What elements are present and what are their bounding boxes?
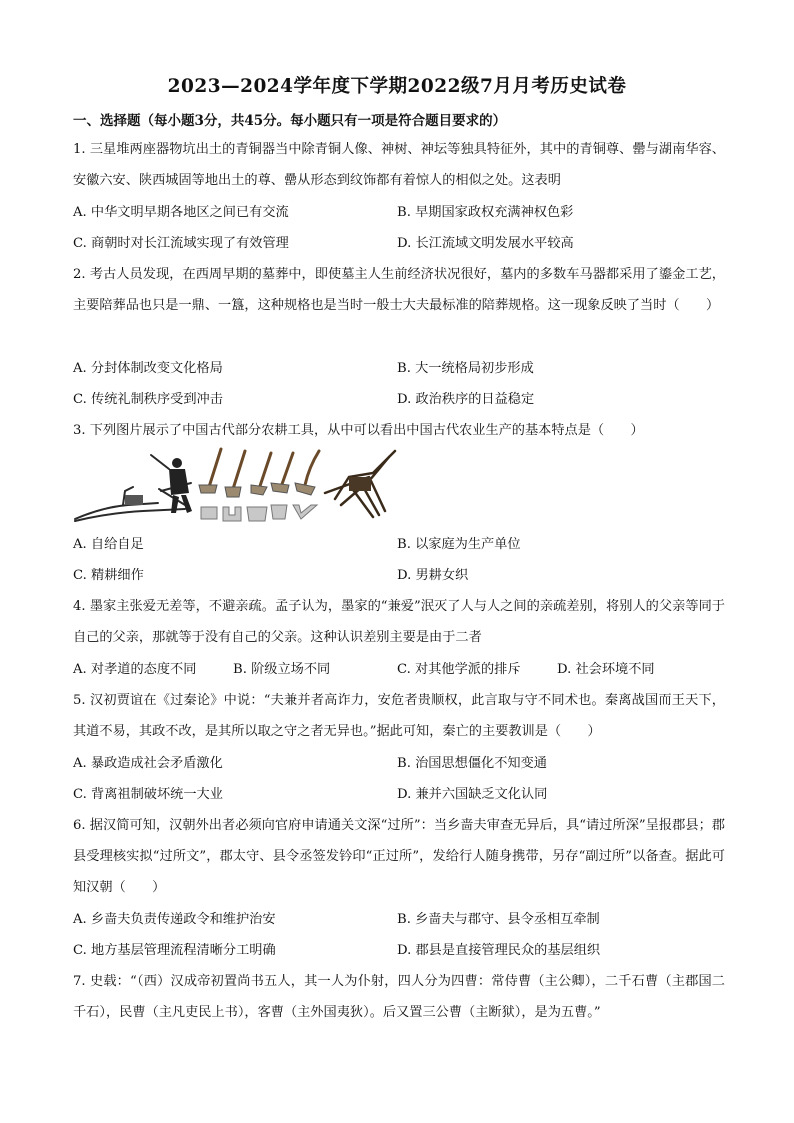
question-2-option-d[interactable]: D. 政治秩序的日益稳定 [397,392,535,407]
question-4-option-a[interactable]: A. 对孝道的态度不同 [73,662,197,677]
question-2-option-c[interactable]: C. 传统礼制秩序受到冲击 [73,392,223,407]
question-7-stem: 7. 史载：“（西）汉成帝初置尚书五人，其一人为仆射，四人分为四曹：常侍曹（主公卿），二千石曹（主郡国二千石），民曹（主凡吏民上书），客曹（主外国夷狄）。后又置三公曹（主断狱），是为五曹。” [73,974,725,1020]
question-1-option-a[interactable]: A. 中华文明早期各地区之间已有交流 [73,205,289,220]
section-heading: 一、选择题（每小题3分，共45分。每小题只有一项是符合题目要求的） [73,113,507,129]
question-3-option-d[interactable]: D. 男耕女织 [397,568,469,583]
question-4-option-d[interactable]: D. 社会环境不同 [557,662,655,677]
question-5-option-c[interactable]: C. 背离祖制破坏统一大业 [73,787,223,802]
page-title: 2023—2024学年度下学期2022级7月月考历史试卷 [167,76,627,97]
question-6-option-d[interactable]: D. 郡县是直接管理民众的基层组织 [397,943,601,958]
question-3-stem: 3. 下列图片展示了中国古代部分农耕工具，从中可以看出中国古代农业生产的基本特点是（ ） [73,423,644,438]
farming-tools-illustration [73,447,403,525]
farming-tools-figure [73,447,403,525]
question-1-option-b[interactable]: B. 早期国家政权充满神权色彩 [397,205,574,220]
question-3-option-c[interactable]: C. 精耕细作 [73,568,144,583]
question-6-option-a[interactable]: A. 乡啬夫负责传递政令和维护治安 [73,912,276,927]
question-3-option-a[interactable]: A. 自给自足 [73,537,144,552]
question-4-option-b[interactable]: B. 阶级立场不同 [233,662,331,677]
question-1-option-d[interactable]: D. 长江流域文明发展水平较高 [397,236,574,251]
question-6-option-b[interactable]: B. 乡啬夫与郡守、县令丞相互牵制 [397,912,600,927]
question-5-stem: 5. 汉初贾谊在《过秦论》中说：“夫兼并者高诈力，安危者贵顺权，此言取与守不同术也。秦离战国而王天下，其道不易，其政不改，是其所以取之守之者无异也。”据此可知，秦亡的主要教训是（ ） [73,693,725,739]
question-3-option-b[interactable]: B. 以家庭为生产单位 [397,537,521,552]
question-2-option-a[interactable]: A. 分封体制改变文化格局 [73,361,223,376]
question-5-option-d[interactable]: D. 兼并六国缺乏文化认同 [397,787,548,802]
question-1-option-c[interactable]: C. 商朝时对长江流域实现了有效管理 [73,236,289,251]
question-2-stem: 2. 考古人员发现，在西周早期的墓葬中，即使墓主人生前经济状况很好，墓内的多数车马器都采用了鎏金工艺，主要陪葬品也只是一鼎、一簋，这种规格也是当时一般士大夫最标准的陪葬规格。这一现象反映了当时（ ） [73,267,725,313]
question-1-stem: 1. 三星堆两座器物坑出土的青铜器当中除青铜人像、神树、神坛等独具特征外，其中的青铜尊、罍与湖南华容、安徽六安、陕西城固等地出土的尊、罍从形态到纹饰都有着惊人的相似之处。这表明 [73,142,725,188]
question-4-option-c[interactable]: C. 对其他学派的排斥 [397,662,521,677]
question-5-option-a[interactable]: A. 暴政造成社会矛盾激化 [73,756,223,771]
question-4-stem: 4. 墨家主张爱无差等，不避亲疏。孟子认为，墨家的“兼爱”泯灭了人与人之间的亲疏差别，将别人的父亲等同于自己的父亲，那就等于没有自己的父亲。这种认识差别主要是由于二者 [73,599,725,645]
question-5-option-b[interactable]: B. 治国思想僵化不知变通 [397,756,547,771]
question-6-option-c[interactable]: C. 地方基层管理流程清晰分工明确 [73,943,276,958]
question-2-option-b[interactable]: B. 大一统格局初步形成 [397,361,534,376]
question-6-stem: 6. 据汉简可知，汉朝外出者必须向官府申请通关文深“过所”：当乡啬夫审查无异后，具“请过所深”呈报郡县；郡县受理核实拟“过所文”，郡太守、县令丞签发钤印“正过所”，发给行人随身携带，另存“副过所”以备查。据此可知汉朝（ ） [73,818,725,895]
